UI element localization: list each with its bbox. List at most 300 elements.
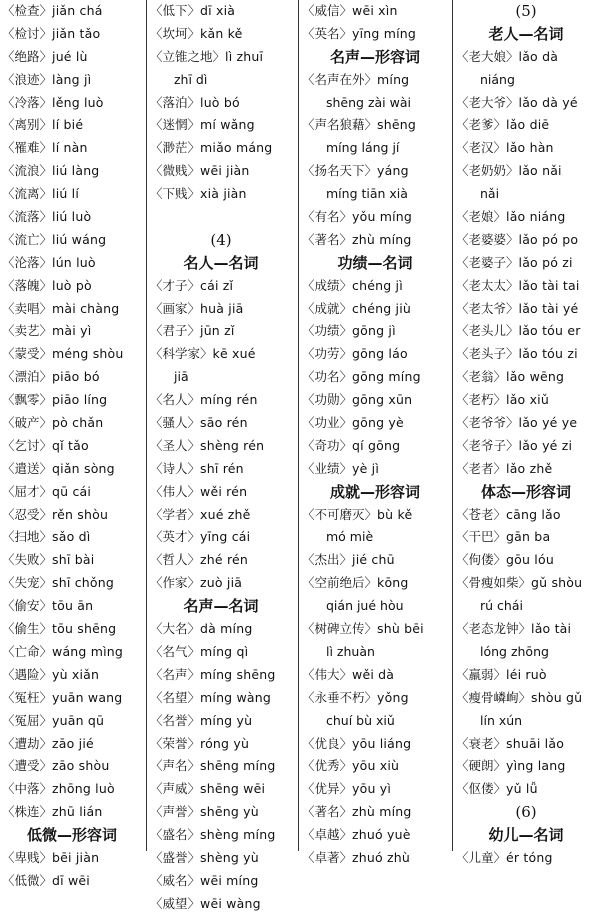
- pinyin-text: yáng: [377, 163, 409, 179]
- word-text: 〈画家〉: [150, 300, 201, 316]
- pinyin-text: liú luò: [52, 209, 92, 225]
- word-entry: [456, 389, 596, 412]
- pinyin-text: zhù míng: [352, 231, 412, 247]
- word-entry: [2, 778, 142, 801]
- pinyin-text: míng shēng: [200, 666, 276, 682]
- word-entry: [150, 664, 292, 687]
- word-text: 〈扬名天下〉: [302, 163, 378, 179]
- word-entry: [150, 847, 292, 870]
- pinyin-text: méng shòu: [52, 346, 124, 362]
- word-entry: [2, 343, 142, 366]
- pinyin-text: lí bié: [52, 117, 84, 133]
- word-text: 〈名望〉: [150, 689, 201, 705]
- word-entry: [2, 320, 142, 343]
- pinyin-text: wēi míng: [200, 872, 259, 888]
- pinyin-text: rěn shòu: [52, 506, 109, 522]
- word-entry: [150, 549, 292, 572]
- word-text: 〈离别〉: [2, 117, 53, 133]
- word-text: 〈荣誉〉: [150, 735, 201, 751]
- word-text: 〈失宠〉: [2, 575, 53, 591]
- word-entry: [2, 160, 142, 183]
- word-entry: [302, 504, 448, 527]
- pinyin-text: jué lù: [52, 48, 88, 64]
- word-text: 〈冷落〉: [2, 94, 53, 110]
- section-heading: 名声—形容词: [329, 47, 420, 66]
- word-entry: [2, 618, 142, 641]
- pinyin-text: lǎo tóu zi: [518, 346, 578, 362]
- word-text: 〈罹难〉: [2, 140, 53, 156]
- word-entry: [302, 664, 448, 687]
- word-text: 〈漂泊〉: [2, 369, 53, 385]
- pinyin-text: wēi xìn: [352, 3, 398, 18]
- pinyin-text: liú lí: [52, 186, 80, 202]
- word-entry: [456, 504, 596, 527]
- word-text: 〈干巴〉: [456, 529, 507, 545]
- pinyin-text: shī rén: [200, 460, 244, 476]
- pinyin-text: lǎo pó zi: [518, 254, 573, 270]
- word-text: 〈偷安〉: [2, 598, 53, 614]
- word-entry: [302, 824, 448, 847]
- word-entry: [150, 733, 292, 756]
- pinyin-text: jiǎn chá: [52, 3, 103, 18]
- pinyin-text: xué zhě: [200, 506, 251, 522]
- word-entry: [150, 275, 292, 298]
- pinyin-text: liú wáng: [52, 231, 107, 247]
- word-text: 〈老太爷〉: [456, 300, 519, 316]
- word-text: 〈老朽〉: [456, 392, 507, 408]
- word-entry: [456, 412, 596, 435]
- word-text: 〈空前绝后〉: [302, 575, 378, 591]
- word-text: 〈成就〉: [302, 300, 353, 316]
- pinyin-text: gōng jì: [352, 323, 396, 339]
- word-text: 〈功绩〉: [302, 323, 353, 339]
- pinyin-text: lǎo tài yé: [518, 300, 579, 316]
- word-entry: [302, 687, 448, 710]
- pinyin-text: yè jì: [352, 460, 380, 476]
- word-entry: [150, 755, 292, 778]
- word-text: 〈扫地〉: [2, 529, 53, 545]
- pinyin-text: míng yù: [200, 712, 253, 728]
- word-text: 〈立锥之地〉: [150, 48, 226, 64]
- word-text: 〈渺茫〉: [150, 140, 201, 156]
- word-text: 〈屈才〉: [2, 483, 53, 499]
- word-text: 〈科学家〉: [150, 346, 213, 362]
- word-text: 〈声名狼藉〉: [302, 117, 378, 133]
- word-entry: [150, 137, 292, 160]
- pinyin-text: dī wēi: [52, 872, 90, 888]
- word-text: 〈杰出〉: [302, 552, 353, 568]
- word-entry: [302, 275, 448, 298]
- word-entry: [302, 114, 448, 137]
- word-text: 〈优秀〉: [302, 758, 353, 774]
- word-entry: [150, 0, 292, 23]
- word-entry: [2, 847, 142, 870]
- word-text: 〈卖唱〉: [2, 300, 53, 316]
- word-entry: [2, 572, 142, 595]
- pinyin-text: lǎo dà: [518, 48, 559, 64]
- word-entry: [2, 0, 142, 23]
- pinyin-text: tōu ān: [52, 598, 94, 614]
- pinyin-continuation: míng tiān xià: [326, 186, 408, 202]
- word-text: 〈老爷子〉: [456, 437, 519, 453]
- word-entry: [150, 412, 292, 435]
- pinyin-text: shù bēi: [377, 621, 424, 637]
- word-text: 〈羸弱〉: [456, 666, 507, 682]
- word-entry: [456, 549, 596, 572]
- spacer: [150, 206, 292, 229]
- word-entry: [2, 801, 142, 824]
- pinyin-text: shòu gǔ: [531, 689, 583, 705]
- pinyin-text: qiǎn sòng: [52, 460, 115, 476]
- section-heading: 幼儿—名词: [488, 826, 564, 845]
- word-text: 〈功名〉: [302, 369, 353, 385]
- column-4: [456, 0, 596, 870]
- word-text: 〈老娘〉: [456, 209, 507, 225]
- word-text: 〈老婆子〉: [456, 254, 519, 270]
- word-text: 〈声誉〉: [150, 804, 201, 820]
- word-text: 〈坎坷〉: [150, 25, 201, 41]
- word-text: 〈老头儿〉: [456, 323, 519, 339]
- pinyin-text: yōu liáng: [352, 735, 412, 751]
- pinyin-text: shī chǒng: [52, 575, 114, 591]
- word-text: 〈老奶奶〉: [456, 163, 519, 179]
- pinyin-text: zuò jiā: [200, 575, 243, 591]
- pinyin-text: lǎo zhě: [506, 460, 553, 476]
- pinyin-text: bù kě: [377, 506, 413, 522]
- word-entry: [456, 46, 596, 69]
- word-text: 〈老汉〉: [456, 140, 507, 156]
- pinyin-text: yīng míng: [352, 25, 417, 41]
- word-text: 〈株连〉: [2, 804, 53, 820]
- word-text: 〈君子〉: [150, 323, 201, 339]
- pinyin-text: luò pò: [52, 277, 92, 293]
- pinyin-text: xià jiàn: [200, 186, 247, 202]
- word-entry: [150, 618, 292, 641]
- pinyin-text: dà míng: [200, 621, 253, 637]
- word-entry: [456, 458, 596, 481]
- word-entry: [150, 23, 292, 46]
- pinyin-text: míng wàng: [200, 689, 272, 705]
- pinyin-text: liú làng: [52, 163, 100, 179]
- word-entry: [2, 481, 142, 504]
- word-text: 〈卑贱〉: [2, 849, 53, 865]
- word-text: 〈冤枉〉: [2, 689, 53, 705]
- word-entry: [2, 23, 142, 46]
- word-entry: [456, 114, 596, 137]
- pinyin-text: pò chǎn: [52, 415, 104, 431]
- word-text: 〈卖艺〉: [2, 323, 53, 339]
- pinyin-continuation: rú chái: [480, 598, 523, 614]
- word-entry: [456, 847, 596, 870]
- word-entry: [150, 504, 292, 527]
- word-entry: [456, 664, 596, 687]
- word-entry: [150, 710, 292, 733]
- pinyin-text: shèng yù: [200, 849, 259, 865]
- pinyin-text: yìng lang: [506, 758, 566, 774]
- column-2: [150, 0, 292, 916]
- word-entry: [302, 755, 448, 778]
- word-text: 〈低微〉: [2, 872, 53, 888]
- word-entry: [2, 206, 142, 229]
- word-entry: [302, 298, 448, 321]
- pinyin-text: miǎo máng: [200, 140, 273, 156]
- word-entry: [456, 320, 596, 343]
- pinyin-text: gǔ shòu: [531, 575, 583, 591]
- pinyin-text: huà jiā: [200, 300, 244, 316]
- word-text: 〈优良〉: [302, 735, 353, 751]
- word-text: 〈忍受〉: [2, 506, 53, 522]
- word-text: 〈哲人〉: [150, 552, 201, 568]
- word-text: 〈落魄〉: [2, 277, 53, 293]
- pinyin-text: jūn zǐ: [200, 323, 235, 339]
- pinyin-text: wēi jiàn: [200, 163, 250, 179]
- word-entry: [150, 526, 292, 549]
- pinyin-text: ér tóng: [506, 849, 553, 865]
- word-entry: [150, 46, 292, 69]
- word-text: 〈名气〉: [150, 643, 201, 659]
- word-entry: [302, 69, 448, 92]
- word-text: 〈迷惘〉: [150, 117, 201, 133]
- word-text: 〈树碑立传〉: [302, 621, 378, 637]
- pinyin-continuation: lín xún: [480, 712, 523, 728]
- pinyin-text: zhé rén: [200, 552, 249, 568]
- word-text: 〈名人〉: [150, 392, 201, 408]
- word-entry: [150, 778, 292, 801]
- word-entry: [2, 275, 142, 298]
- word-text: 〈老大娘〉: [456, 48, 519, 64]
- pinyin-text: piāo líng: [52, 392, 108, 408]
- pinyin-continuation: zhī dì: [174, 71, 208, 87]
- word-text: 〈绝路〉: [2, 48, 53, 64]
- pinyin-text: lǎo pó po: [518, 231, 579, 247]
- word-entry: [456, 206, 596, 229]
- word-text: 〈英才〉: [150, 529, 201, 545]
- pinyin-text: shēng wēi: [200, 781, 266, 797]
- word-entry: [150, 458, 292, 481]
- word-text: 〈偷生〉: [2, 621, 53, 637]
- word-text: 〈声名〉: [150, 758, 201, 774]
- pinyin-text: lǎo nǎi: [518, 163, 562, 179]
- word-entry: [150, 160, 292, 183]
- section-heading: 名人—名词: [183, 253, 259, 272]
- word-entry: [2, 504, 142, 527]
- word-entry: [150, 641, 292, 664]
- pinyin-text: chéng jiù: [352, 300, 411, 316]
- word-entry: [302, 23, 448, 46]
- word-text: 〈学者〉: [150, 506, 201, 522]
- word-text: 〈浪迹〉: [2, 71, 53, 87]
- pinyin-text: yīng cái: [200, 529, 251, 545]
- pinyin-text: yōu yì: [352, 781, 392, 797]
- pinyin-text: shēng míng: [200, 758, 276, 774]
- pinyin-text: lǎo dà yé: [518, 94, 578, 110]
- word-text: 〈老翁〉: [456, 369, 507, 385]
- word-entry: [456, 137, 596, 160]
- word-entry: [2, 526, 142, 549]
- word-entry: [302, 458, 448, 481]
- word-text: 〈瘦骨嶙峋〉: [456, 689, 532, 705]
- pinyin-continuation: qián jué hòu: [326, 598, 404, 614]
- pinyin-text: mí wǎng: [200, 117, 255, 133]
- word-text: 〈检查〉: [2, 3, 53, 18]
- pinyin-text: qí gōng: [352, 437, 401, 453]
- word-entry: [2, 366, 142, 389]
- pinyin-text: wēi wàng: [200, 895, 261, 911]
- word-entry: [2, 870, 142, 893]
- word-text: 〈才子〉: [150, 277, 201, 293]
- pinyin-text: sāo rén: [200, 415, 248, 431]
- word-entry: [150, 298, 292, 321]
- pinyin-text: yù xiǎn: [52, 666, 100, 682]
- word-entry: [2, 595, 142, 618]
- word-text: 〈沦落〉: [2, 254, 53, 270]
- word-text: 〈盛名〉: [150, 827, 201, 843]
- word-entry: [456, 618, 596, 641]
- word-entry: [302, 160, 448, 183]
- word-text: 〈落泊〉: [150, 94, 201, 110]
- pinyin-text: piāo bó: [52, 369, 100, 385]
- pinyin-text: cái zǐ: [200, 277, 234, 293]
- pinyin-text: lún luò: [52, 254, 96, 270]
- word-text: 〈儿童〉: [456, 849, 507, 865]
- pinyin-text: wěi dà: [352, 666, 395, 682]
- word-entry: [456, 572, 596, 595]
- word-text: 〈下贱〉: [150, 186, 201, 202]
- pinyin-continuation: chuí bù xiǔ: [326, 712, 395, 728]
- word-entry: [302, 229, 448, 252]
- word-text: 〈遭劫〉: [2, 735, 53, 751]
- word-text: 〈衰老〉: [456, 735, 507, 751]
- word-entry: [456, 92, 596, 115]
- word-entry: [150, 801, 292, 824]
- pinyin-text: yuān wang: [52, 689, 123, 705]
- word-entry: [150, 481, 292, 504]
- pinyin-text: jié chū: [352, 552, 395, 568]
- pinyin-text: shī bài: [52, 552, 95, 568]
- pinyin-continuation: lì zhuàn: [326, 643, 375, 659]
- word-text: 〈业绩〉: [302, 460, 353, 476]
- word-entry: [456, 343, 596, 366]
- word-text: 〈遭受〉: [2, 758, 53, 774]
- pinyin-text: gōu lóu: [506, 552, 554, 568]
- section-heading: 老人—名词: [488, 24, 564, 43]
- word-text: 〈遣送〉: [2, 460, 53, 476]
- pinyin-text: léi ruò: [506, 666, 547, 682]
- word-text: 〈名誉〉: [150, 712, 201, 728]
- pinyin-text: kǎn kě: [200, 25, 243, 41]
- section-heading: 功绩—名词: [337, 253, 413, 272]
- section-number: (5): [515, 2, 537, 20]
- word-text: 〈卓越〉: [302, 827, 353, 843]
- word-entry: [2, 664, 142, 687]
- pinyin-text: lǎo hàn: [506, 140, 554, 156]
- word-entry: [456, 778, 596, 801]
- word-entry: [2, 687, 142, 710]
- section-heading: 体态—形容词: [480, 482, 571, 501]
- word-text: 〈硬朗〉: [456, 758, 507, 774]
- word-text: 〈飘零〉: [2, 392, 53, 408]
- word-entry: [302, 572, 448, 595]
- column-divider: [298, 0, 299, 851]
- word-text: 〈伛偻〉: [456, 781, 507, 797]
- word-text: 〈奇功〉: [302, 437, 353, 453]
- word-entry: [150, 92, 292, 115]
- word-text: 〈著名〉: [302, 231, 353, 247]
- word-entry: [456, 366, 596, 389]
- word-text: 〈优异〉: [302, 781, 353, 797]
- word-text: 〈卓著〉: [302, 849, 353, 865]
- word-text: 〈流亡〉: [2, 231, 53, 247]
- word-text: 〈著名〉: [302, 804, 353, 820]
- word-entry: [302, 206, 448, 229]
- word-text: 〈流落〉: [2, 209, 53, 225]
- word-entry: [302, 320, 448, 343]
- word-entry: [2, 114, 142, 137]
- word-entry: [2, 137, 142, 160]
- pinyin-text: lǎo yé ye: [518, 415, 578, 431]
- word-entry: [150, 183, 292, 206]
- pinyin-text: lǎo tài tai: [518, 277, 580, 293]
- word-text: 〈威名〉: [150, 872, 201, 888]
- pinyin-text: yǔ lǚ: [506, 781, 538, 797]
- word-entry: [456, 229, 596, 252]
- column-divider: [452, 0, 453, 851]
- word-entry: [456, 435, 596, 458]
- word-entry: [456, 526, 596, 549]
- word-entry: [302, 0, 448, 23]
- word-text: 〈流浪〉: [2, 163, 53, 179]
- pinyin-text: gān ba: [506, 529, 551, 545]
- word-text: 〈永垂不朽〉: [302, 689, 378, 705]
- word-text: 〈功业〉: [302, 415, 353, 431]
- word-entry: [150, 687, 292, 710]
- pinyin-text: tōu shēng: [52, 621, 117, 637]
- word-entry: [150, 824, 292, 847]
- word-text: 〈破产〉: [2, 415, 53, 431]
- pinyin-text: sǎo dì: [52, 529, 91, 545]
- word-entry: [456, 160, 596, 183]
- pinyin-text: zhōng luò: [52, 781, 115, 797]
- pinyin-continuation: jiā: [174, 369, 189, 385]
- pinyin-text: shēng yù: [200, 804, 259, 820]
- word-text: 〈遇险〉: [2, 666, 53, 682]
- pinyin-continuation: lóng zhōng: [480, 643, 549, 659]
- pinyin-text: lǎo diē: [506, 117, 550, 133]
- pinyin-text: yǒu míng: [352, 209, 413, 225]
- word-text: 〈老爷爷〉: [456, 415, 519, 431]
- pinyin-text: wáng mìng: [52, 643, 124, 659]
- word-entry: [302, 847, 448, 870]
- word-text: 〈作家〉: [150, 575, 201, 591]
- word-text: 〈威望〉: [150, 895, 201, 911]
- word-entry: [302, 435, 448, 458]
- pinyin-text: zhuó yuè: [352, 827, 411, 843]
- word-entry: [302, 412, 448, 435]
- word-text: 〈老者〉: [456, 460, 507, 476]
- pinyin-continuation: nǎi: [480, 186, 500, 202]
- word-text: 〈佝偻〉: [456, 552, 507, 568]
- word-text: 〈低下〉: [150, 3, 201, 18]
- pinyin-text: shēng: [377, 117, 416, 133]
- word-entry: [2, 549, 142, 572]
- pinyin-text: zhū lián: [52, 804, 103, 820]
- word-text: 〈老大爷〉: [456, 94, 519, 110]
- pinyin-text: zhuó zhù: [352, 849, 411, 865]
- word-text: 〈微贱〉: [150, 163, 201, 179]
- word-entry: [302, 549, 448, 572]
- word-entry: [302, 366, 448, 389]
- pinyin-text: zāo shòu: [52, 758, 110, 774]
